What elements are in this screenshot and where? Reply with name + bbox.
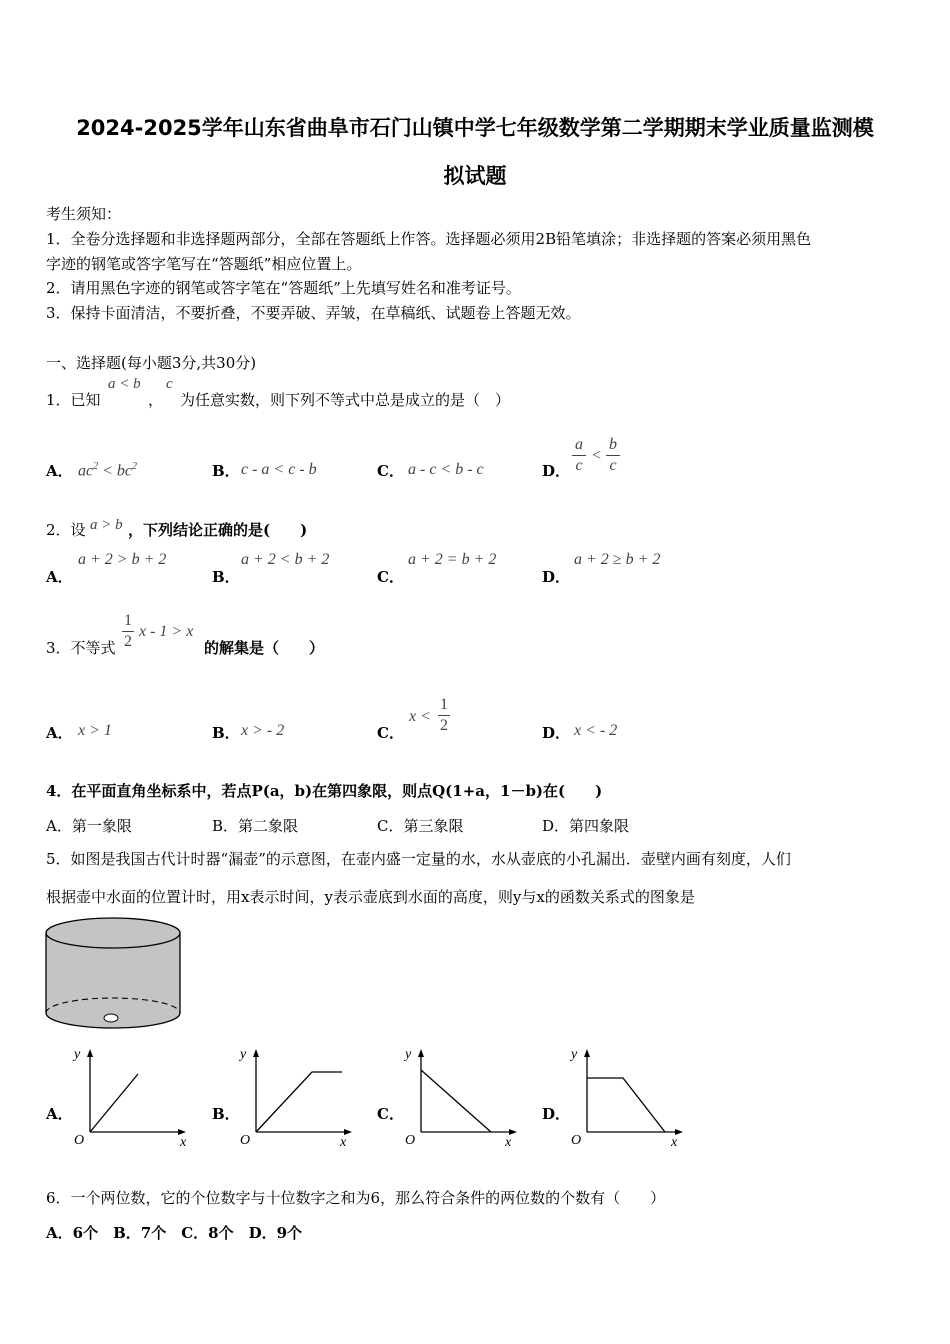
- q5-graph-d-y-label: y: [571, 1047, 578, 1062]
- q4-option-d: D．第四象限: [542, 817, 630, 835]
- q5-graph-b: [236, 1043, 356, 1151]
- q5-option-d-label: D．: [542, 1105, 571, 1123]
- section-heading: 一、选择题(每小题3分,共30分): [46, 354, 257, 372]
- q1-option-d-label: D．: [542, 462, 571, 480]
- notice-item1-line1: 1．全卷分选择题和非选择题两部分，全部在答题纸上作答。选择题必须用2B铅笔填涂；非选择题的答案必须用黑色: [46, 230, 812, 248]
- q3-option-c-fraction: 1 2: [440, 696, 448, 734]
- q3-question-text: 的解集是（ ）: [204, 639, 325, 657]
- q3-option-d: x < - 2: [574, 722, 618, 739]
- q2-option-d: a + 2 ≥ b + 2: [574, 551, 661, 568]
- page-title-line2: 拟试题: [443, 164, 507, 188]
- q4-option-b: B．第二象限: [212, 817, 299, 835]
- q3-option-d-label: D．: [542, 724, 571, 742]
- q5-graph-c-origin: O: [405, 1133, 416, 1148]
- q5-graph-a-x-label: x: [180, 1135, 187, 1150]
- q6-options: A．6个 B．7个 C．8个 D．9个: [46, 1224, 303, 1242]
- q5-option-c-label: C．: [377, 1105, 404, 1123]
- q5-graph-d-x-label: x: [671, 1135, 678, 1150]
- q5-graph-d: [567, 1043, 687, 1151]
- page-title-line1: 2024-2025学年山东省曲阜市石门山镇中学七年级数学第二学期期末学业质量监测模: [76, 116, 874, 140]
- q1-option-a: $ac^2 < bc^2$: [78, 461, 138, 480]
- q1-option-b-label: B．: [212, 462, 240, 480]
- q5-graph-c-y-label: y: [405, 1047, 412, 1062]
- q1-option-a-label: A．: [46, 462, 73, 480]
- q1-number: 1．已知: [46, 391, 101, 409]
- q5-graph-a: [70, 1043, 190, 1151]
- q4-option-c: C．第三象限: [377, 817, 464, 835]
- q5-option-a-label: A．: [46, 1105, 73, 1123]
- q5-graph-b-x-label: x: [340, 1135, 347, 1150]
- q5-question-line2: 根据壶中水面的位置计时，用x表示时间，y表示壶底到水面的高度，则y与x的函数关系式的图象是: [46, 888, 695, 906]
- notice-item2: 2．请用黑色字迹的钢笔或答字笔在“答题纸”上先填写姓名和准考证号。: [46, 279, 521, 297]
- notice-item1-line2: 字迹的钢笔或答字笔写在“答题纸”相应位置上。: [46, 255, 362, 273]
- q2-number: 2．设: [46, 521, 86, 539]
- q1-option-c: a - c < b - c: [408, 461, 484, 478]
- q5-question-line1: 5．如图是我国古代计时器“漏壶”的示意图，在壶内盛一定量的水，水从壶底的小孔漏出．壶壁内画有刻度，人们: [46, 850, 791, 868]
- q4-question: 4．在平面直角坐标系中，若点P(a，b)在第四象限，则点Q(1+a，1－b)在( ): [46, 782, 603, 800]
- q3-option-c-prefix: x <: [409, 708, 431, 725]
- notice-item3: 3．保持卡面清洁，不要折叠，不要弄破、弄皱，在草稿纸、试题卷上答题无效。: [46, 304, 581, 322]
- q2-option-b: a + 2 < b + 2: [241, 551, 330, 568]
- q3-inequality: x - 1 > x: [139, 623, 194, 640]
- q5-option-b-label: B．: [212, 1105, 240, 1123]
- notice-heading: 考生须知：: [46, 205, 122, 223]
- q1-condition-ab: a < b: [108, 376, 141, 392]
- q3-option-b-label: B．: [212, 724, 240, 742]
- q2-option-c: a + 2 = b + 2: [408, 551, 497, 568]
- q3-number: 3．不等式: [46, 639, 116, 657]
- q2-option-d-label: D．: [542, 568, 571, 586]
- q5-graph-b-origin: O: [240, 1133, 251, 1148]
- q1-option-d-fraction-b-over-c: b c: [606, 436, 620, 475]
- q5-graph-d-origin: O: [571, 1133, 582, 1148]
- q3-option-a: x > 1: [78, 722, 112, 739]
- q1-option-c-label: C．: [377, 462, 404, 480]
- q5-graph-a-y-label: y: [74, 1047, 81, 1062]
- q3-option-c-label: C．: [377, 724, 404, 742]
- q1-comma: ，: [148, 391, 164, 409]
- q2-condition: a > b: [90, 517, 123, 533]
- q5-graph-c-x-label: x: [505, 1135, 512, 1150]
- q5-graph-c: [401, 1043, 521, 1151]
- q1-question-text: 为任意实数，则下列不等式中总是成立的是（ ）: [180, 391, 511, 409]
- q1-option-d-fraction-a-over-c: a c: [572, 436, 586, 475]
- q3-option-a-label: A．: [46, 724, 73, 742]
- q4-option-a: A．第一象限: [46, 817, 132, 835]
- q3-option-b: x > - 2: [241, 722, 285, 739]
- q1-option-d-lt: <: [592, 447, 602, 464]
- q2-question-text: ，下列结论正确的是( ): [128, 521, 308, 539]
- q2-option-c-label: C．: [377, 568, 404, 586]
- q6-question: 6．一个两位数，它的个位数字与十位数字之和为6，那么符合条件的两位数的个数有（ ）: [46, 1189, 666, 1207]
- q2-option-a: a + 2 > b + 2: [78, 551, 167, 568]
- q2-option-a-label: A．: [46, 568, 73, 586]
- q3-fraction-one-half: 1 2: [124, 612, 132, 650]
- water-clock-vessel-figure: [40, 913, 186, 1035]
- q1-option-b: c - a < c - b: [241, 461, 317, 478]
- q2-option-b-label: B．: [212, 568, 240, 586]
- q1-condition-c: c: [166, 376, 173, 392]
- q5-graph-b-y-label: y: [240, 1047, 247, 1062]
- q5-graph-a-origin: O: [74, 1133, 85, 1148]
